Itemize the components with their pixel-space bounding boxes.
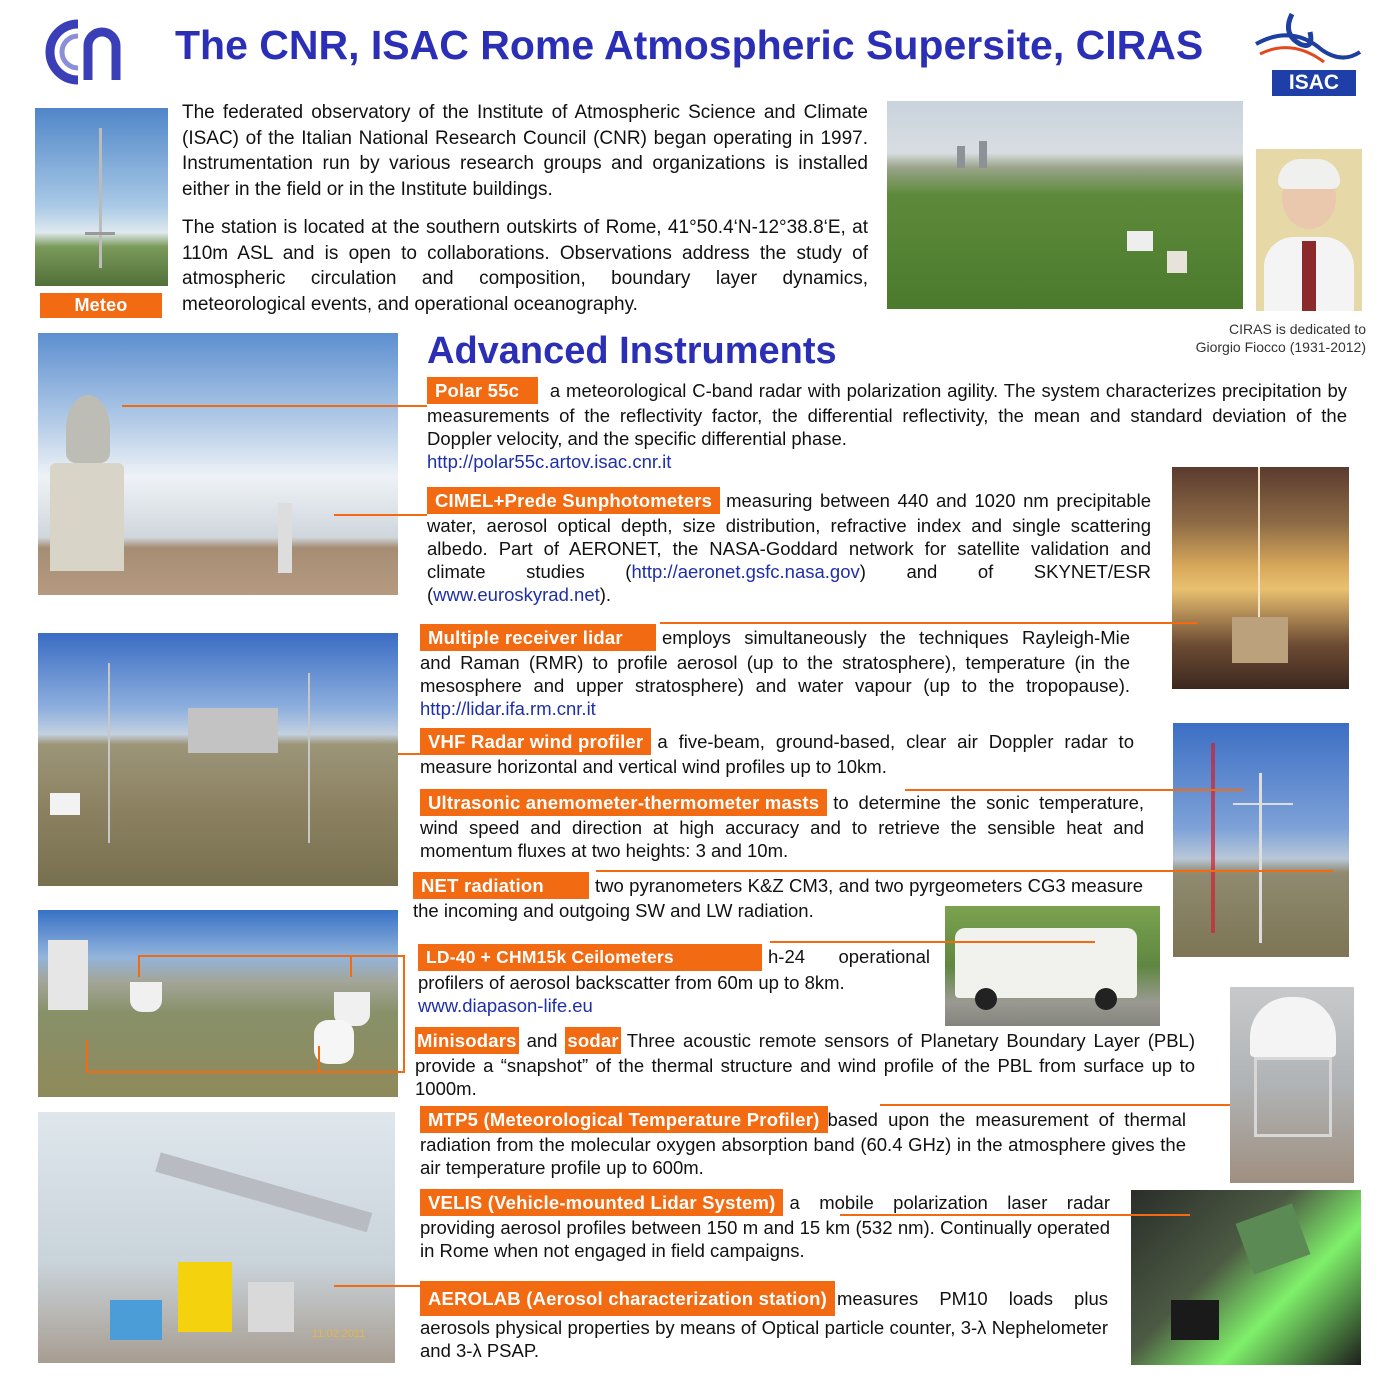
instrument-aerolab	[420, 1281, 1108, 1362]
lidar-beam-photo	[1172, 467, 1349, 689]
sodar-bracket	[86, 1071, 404, 1073]
connector-arrow	[398, 753, 420, 755]
instrument-text: a five-beam, ground-based, clear air Doppler radar to measure horizontal and vertical wind profiles up to 10km.	[420, 731, 1134, 777]
euroskyrad-link[interactable]: www.euroskyrad.net	[433, 584, 600, 605]
instrument-label: NET radiation	[413, 872, 589, 899]
station-panorama-photo	[887, 101, 1243, 309]
intro-paragraph-1: The federated observatory of the Institute of Atmospheric Science and Climate (ISAC) of the Italian National Research Council (CNR) began operating in 1997. Instrumentation run by various research groups and organizations is installed either in the field or in the Institute buildings.	[182, 102, 868, 200]
instrument-ceilometers	[418, 944, 930, 1017]
instrument-label: VHF Radar wind profiler	[420, 728, 651, 755]
isac-logo-text: ISAC	[1288, 71, 1340, 94]
section-title: Advanced Instruments	[427, 330, 837, 372]
page-title: The CNR, ISAC Rome Atmospheric Supersite, CIRAS	[175, 22, 1204, 68]
isac-logo	[1252, 4, 1364, 98]
connector-arrow	[122, 405, 427, 407]
aerolab-photo	[38, 1112, 395, 1363]
meteo-mast-photo	[35, 108, 168, 286]
instrument-sodar	[415, 1027, 1195, 1100]
connector-arrow	[880, 1104, 1230, 1106]
connector-arrow	[660, 622, 1198, 624]
connector-arrow	[334, 1285, 420, 1287]
anemometer-mast-photo	[1173, 723, 1349, 957]
instrument-text: measures PM10 loads plus aerosols physical properties by means of Optical particle counter, 3-λ Nephelometer and 3-λ PSAP.	[420, 1288, 1108, 1361]
sodar-bracket	[138, 955, 404, 957]
instrument-text: based upon the measurement of thermal radiation from the molecular oxygen absorption band (60.4 GHz) in the atmosphere gives the air temperature profile up to 600m.	[420, 1109, 1186, 1178]
cnr-logo	[38, 16, 128, 88]
meteo-label: Meteo	[40, 293, 162, 318]
vhf-radar-field-photo	[38, 633, 398, 886]
instrument-net-radiation	[413, 872, 1143, 922]
aeronet-link[interactable]: http://aeronet.gsfc.nasa.gov	[631, 561, 860, 582]
sodar-bracket	[138, 955, 140, 977]
instrument-label: Ultrasonic anemometer-thermometer masts	[420, 789, 827, 816]
instrument-text: a meteorological C-band radar with polarization agility. The system characterizes precipitation by measurements of the reflectivity factor, the differential reflectivity, the mean and standard deviation of the Doppler velocity, and the specific differential phase.	[427, 380, 1347, 449]
instrument-vhf-radar	[420, 728, 1134, 778]
dedication-line-2: Giorgio Fiocco (1931-2012)	[1195, 339, 1366, 355]
instrument-lidar	[420, 624, 1130, 720]
instrument-link[interactable]: http://polar55c.artov.isac.cnr.it	[427, 451, 672, 472]
instrument-label: Multiple receiver lidar	[420, 624, 656, 651]
sodar-bracket	[86, 1040, 88, 1072]
instrument-text: two pyranometers K&Z CM3, and two pyrgeometers CG3 measure the incoming and outgoing SW and LW radiation.	[413, 875, 1143, 921]
connector-arrow	[840, 1214, 1190, 1216]
instrument-label: MTP5 (Meteorological Temperature Profiler)	[420, 1106, 828, 1133]
camper-van-photo	[945, 906, 1160, 1026]
instrument-mtp5	[420, 1106, 1186, 1179]
intro-text	[182, 100, 868, 330]
photo-date-stamp: 11.02.2011	[312, 1328, 366, 1340]
instrument-label: LD-40 + CHM15k Ceilometers	[418, 944, 762, 971]
instrument-text: measuring between 440 and 1020 nm precipitable water, aerosol optical depth, size distribution, refractive index and single scattering albedo. Part of AERONET, the NASA-Goddard network for satellite validation and climate studies (	[427, 490, 1151, 582]
instrument-text: ) and of SKYNET/ESR (	[427, 561, 1152, 605]
sodar-label: sodar	[565, 1027, 620, 1054]
intro-paragraph-2: The station is located at the southern outskirts of Rome, 41°50.4‘N-12°38.8‘E, at 110m ASL and is open to collaborations. Observations address the study of atmospheric circulation and composition, boundary layer dynamics, meteorological events, and operational oceanography.	[182, 217, 868, 315]
instrument-text: to determine the sonic temperature, wind speed and direction at high accuracy and to retrieve the sensible heat and momentum fluxes at two heights: 3 and 10m.	[420, 792, 1144, 861]
sodar-bracket	[403, 955, 405, 1073]
connector-arrow	[770, 941, 1095, 943]
instrument-link[interactable]: www.diapason-life.eu	[418, 995, 593, 1016]
instrument-label: VELIS (Vehicle-mounted Lidar System)	[420, 1189, 783, 1216]
instrument-label: Polar 55c	[427, 377, 538, 404]
instrument-label-conjunction: and	[526, 1030, 558, 1051]
connector-arrow	[334, 514, 427, 516]
instrument-text: a mobile polarization laser radar providing aerosol profiles between 150 m and 15 km (532 nm). Continually operated in Rome when not engaged in field campaigns.	[420, 1192, 1110, 1261]
instrument-velis	[420, 1189, 1110, 1262]
velis-photo	[1131, 1190, 1361, 1365]
connector-arrow	[905, 789, 1243, 791]
instrument-label: AEROLAB (Aerosol characterization station)	[420, 1281, 835, 1316]
instrument-text: Three acoustic remote sensors of Planetary Boundary Layer (PBL) provide a “snapshot” of the thermal structure and wind profile of the PBL from surface up to 1000m.	[415, 1030, 1196, 1099]
dedication-line-1: CIRAS is dedicated to	[1229, 321, 1366, 337]
instrument-text: h-24 operational profilers of aerosol backscatter from 60m up to 8km.	[418, 946, 930, 993]
instrument-polar55c	[427, 377, 1347, 473]
instrument-text: ).	[599, 584, 612, 605]
instrument-link[interactable]: http://lidar.ifa.rm.cnr.it	[420, 698, 596, 719]
sodar-bracket	[350, 955, 352, 977]
instrument-text: employs simultaneously the techniques Rayleigh-Mie and Raman (RMR) to profile aerosol (up to the stratosphere), temperature (in the mesosphere and upper stratosphere) and water vapour (up to the tropopause).	[420, 627, 1130, 696]
minisodars-label: Minisodars	[415, 1027, 519, 1054]
instrument-anemometer	[420, 789, 1144, 862]
instrument-label: CIMEL+Prede Sunphotometers	[427, 487, 720, 514]
dedication-caption	[1140, 320, 1366, 356]
mtp5-photo	[1230, 987, 1354, 1183]
connector-arrow	[596, 870, 1333, 872]
giorgio-fiocco-portrait	[1256, 149, 1362, 311]
polar55c-radar-photo	[38, 333, 398, 595]
instrument-sunphotometers	[427, 487, 1151, 606]
sodar-bracket	[318, 1046, 320, 1072]
sodar-field-photo	[38, 910, 398, 1097]
